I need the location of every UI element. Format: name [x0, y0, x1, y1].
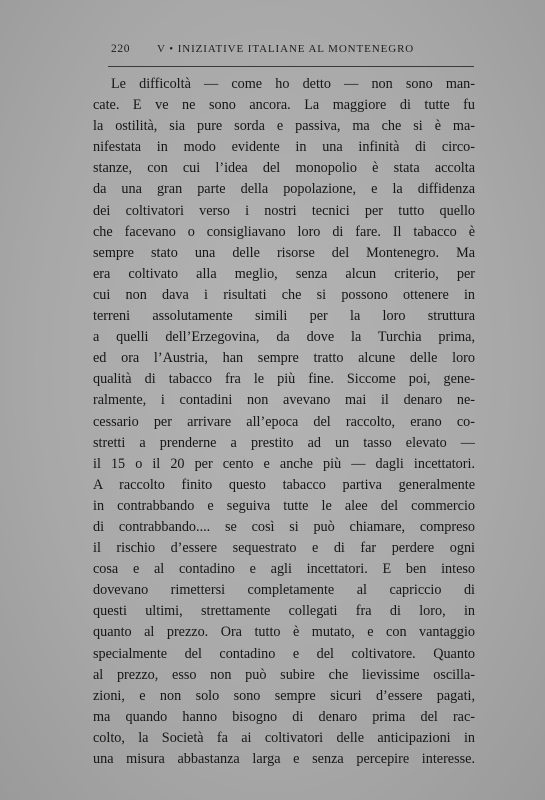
text-line: una misura abbastanza larga e senza percepire interesse. — [93, 751, 475, 767]
text-line: nifestata in modo evidente in una infinità di circo- — [93, 139, 475, 156]
text-line: zioni, e non solo sono sempre sicuri d’essere pagati, — [93, 687, 475, 704]
body-paragraph — [93, 74, 475, 770]
page-number: 220 — [111, 43, 131, 55]
chapter-title: V • INIZIATIVE ITALIANE AL MONTENEGRO — [157, 43, 415, 55]
text-line: ed ora l’Austria, han sempre tratto alcune delle loro — [93, 350, 475, 367]
text-line: era coltivato alla meglio, senza alcun criterio, per — [93, 265, 475, 282]
text-line: il rischio d’essere sequestrato e di far perdere ogni — [93, 540, 475, 557]
text-line: specialmente del contadino e del coltivatore. Quanto — [93, 645, 475, 662]
text-line: colto, la Società fa ai coltivatori delle anticipazioni in — [93, 729, 475, 746]
text-line: cui non dava i risultati che si possono ottenere in — [93, 286, 475, 303]
text-line: A raccolto finito questo tabacco partiva generalmente — [93, 476, 475, 493]
header-rule — [108, 66, 474, 67]
text-line: al prezzo, esso non può subire che lievissime oscilla- — [93, 666, 475, 683]
text-line: questi ultimi, strettamente collegati fra di loro, in — [93, 603, 475, 620]
text-line: a quelli dell’Erzegovina, da dove la Turchia prima, — [93, 329, 475, 346]
text-line: quanto al prezzo. Ora tutto è mutato, e con vantaggio — [93, 624, 475, 641]
text-line: la ostilità, sia pure sorda e passiva, ma che si è ma- — [93, 118, 475, 135]
text-line: il 15 o il 20 per cento e anche più — dagli incettatori. — [93, 455, 475, 472]
text-line: in contrabbando e seguiva tutte le alee del commercio — [93, 497, 475, 514]
text-line: dei coltivatori verso i nostri tecnici per tutto quello — [93, 202, 475, 219]
text-line: cate. E ve ne sono ancora. La maggiore di tutte fu — [93, 97, 475, 114]
text-line: cosa e al contadino e agli incettatori. E ben inteso — [93, 561, 475, 578]
text-line: Le difficoltà — come ho detto — non sono man- — [111, 76, 475, 92]
text-line: terreni assolutamente simili per la loro struttura — [93, 308, 475, 325]
text-line: qualità di tabacco fra le più fine. Siccome poi, gene- — [93, 371, 475, 388]
text-line: ma quando hanno bisogno di denaro prima del rac- — [93, 708, 475, 725]
text-line: stanze, con cui l’idea del monopolio è stata accolta — [93, 160, 475, 177]
text-line: di contrabbando.... se così si può chiamare, compreso — [93, 518, 475, 535]
text-line: che facevano o consigliavano loro di fare. Il tabacco è — [93, 223, 475, 240]
text-line: sempre stato una delle risorse del Montenegro. Ma — [93, 244, 475, 261]
text-line: cessario per arrivare all’epoca del raccolto, erano co- — [93, 413, 475, 430]
text-line: dovevano rimettersi completamente al capriccio di — [93, 582, 475, 599]
text-line: ralmente, i contadini non avevano mai il denaro ne- — [93, 392, 475, 409]
running-head — [93, 41, 473, 61]
text-line: da una gran parte della popolazione, e la diffidenza — [93, 181, 475, 198]
text-line: stretti a prenderne a prestito ad un tasso elevato — — [93, 434, 475, 451]
